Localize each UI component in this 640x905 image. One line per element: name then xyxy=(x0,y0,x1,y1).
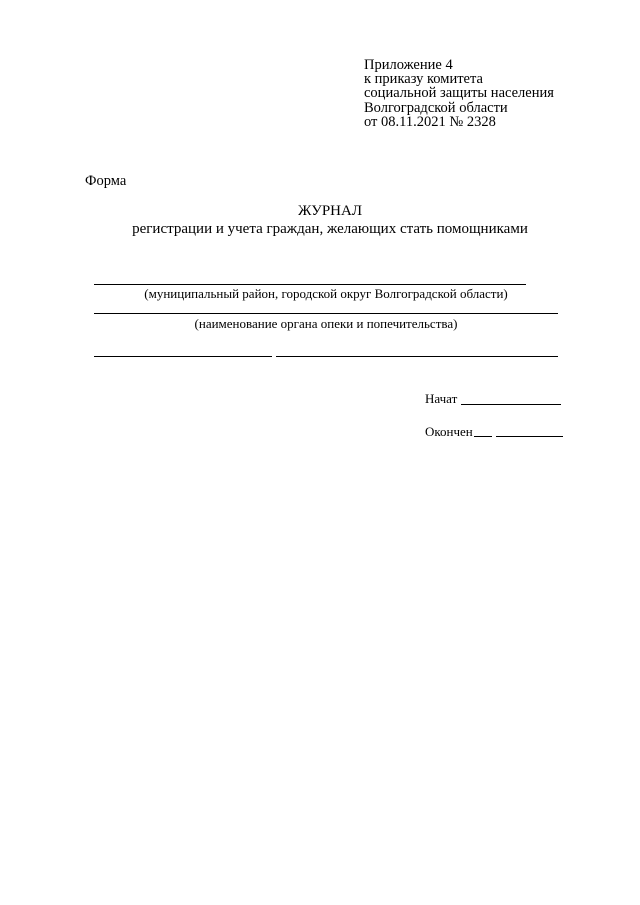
ended-line xyxy=(496,436,563,437)
journal-heading: ЖУРНАЛ xyxy=(297,203,363,219)
extra-line-right xyxy=(276,356,558,357)
appendix-line: социальной защиты населения xyxy=(364,85,554,102)
journal-subtitle: регистрации и учета граждан, желающих стать помощниками xyxy=(132,221,528,237)
authority-caption: (наименование органа опеки и попечительства) xyxy=(194,316,458,331)
district-line xyxy=(94,284,526,285)
district-caption: (муниципальный район, городской округ Волгоградской области) xyxy=(144,286,508,301)
started-label: Начат xyxy=(425,391,458,406)
ended-line-short xyxy=(474,436,492,437)
form-label: Форма xyxy=(85,173,127,189)
authority-line xyxy=(94,313,558,314)
extra-line-left xyxy=(94,356,272,357)
appendix-line: Приложение 4 xyxy=(364,57,453,73)
ended-label: Окончен xyxy=(425,424,473,439)
appendix-block xyxy=(364,58,554,129)
appendix-line: к приказу комитета xyxy=(364,71,483,88)
started-line xyxy=(461,404,561,405)
appendix-line: Волгоградской области xyxy=(364,99,508,116)
appendix-line: от 08.11.2021 № 2328 xyxy=(364,113,496,130)
